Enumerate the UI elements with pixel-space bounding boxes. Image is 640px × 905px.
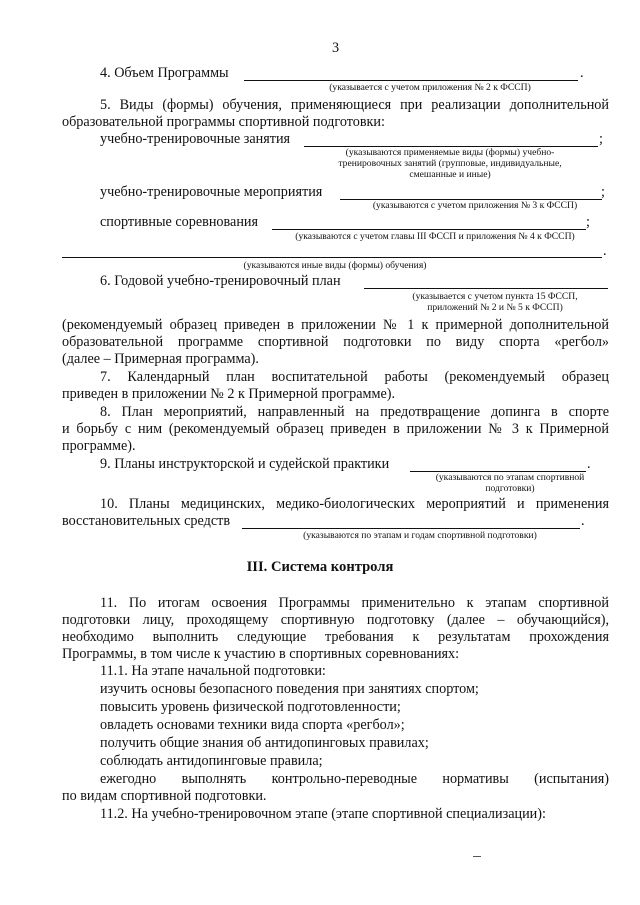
item-5b-note: (указываются с учетом приложения № 3 к ФССП) bbox=[372, 200, 578, 211]
item-5c-label: спортивные соревнования bbox=[100, 214, 259, 230]
item-5c-fill-line bbox=[272, 229, 586, 230]
item-10-note: (указываются по этапам и годам спортивной подготовки) bbox=[303, 530, 537, 541]
item-8-line-3: программе). bbox=[62, 438, 136, 454]
scan-mark bbox=[473, 856, 481, 857]
item-11-1-list-item: получить общие знания об антидопинговых правилах; bbox=[100, 735, 429, 751]
item-10-line-1: 10. Планы медицинских, медико-биологических мероприятий и применения bbox=[100, 496, 609, 512]
item-4-label: 4. Объем Программы bbox=[100, 65, 229, 81]
item-4-end: . bbox=[580, 65, 584, 81]
item-11-line-2: подготовки лицу, проходящему спортивную подготовку (далее – обучающийся), bbox=[62, 612, 609, 628]
item-10-fill-line bbox=[242, 528, 580, 529]
item-5a-end: ; bbox=[599, 131, 603, 147]
item-11-1-list-item: соблюдать антидопинговые правила; bbox=[100, 753, 323, 769]
item-5b-end: ; bbox=[601, 184, 605, 200]
item-5d-note: (указываются иные виды (формы) обучения) bbox=[243, 260, 427, 271]
item-11-1-last-line-2: по видам спортивной подготовки. bbox=[62, 788, 267, 804]
page-number: 3 bbox=[332, 40, 340, 56]
item-5c-note: (указываются с учетом главы III ФССП и приложения № 4 к ФССП) bbox=[295, 231, 575, 242]
item-5a-note-3: смешанные и иные) bbox=[409, 169, 491, 180]
item-8-line-2: и борьбу с ним (рекомендуемый образец приведен в приложении № 3 к Примерной bbox=[62, 421, 609, 437]
item-11-line-1: 11. По итогам освоения Программы применительно к этапам спортивной bbox=[100, 595, 609, 611]
item-7-line-2: приведен в приложении № 2 к Примерной программе). bbox=[62, 386, 396, 402]
item-9-end: . bbox=[587, 456, 591, 472]
item-5b-label: учебно-тренировочные мероприятия bbox=[100, 184, 323, 200]
item-10-label-2: восстановительных средств bbox=[62, 513, 231, 529]
item-6-note-1: (указывается с учетом пункта 15 ФССП, bbox=[412, 291, 578, 302]
item-9-label: 9. Планы инструкторской и судейской практики bbox=[100, 456, 390, 472]
item-5d-fill-line bbox=[62, 257, 602, 258]
item-11-1-list-item: изучить основы безопасного поведения при занятиях спортом; bbox=[100, 681, 479, 697]
item-6-line-4: (далее – Примерная программа). bbox=[62, 351, 259, 367]
item-11-1-title: 11.1. На этапе начальной подготовки: bbox=[100, 663, 326, 679]
item-6-fill-line bbox=[364, 288, 608, 289]
item-11-1-last-line-1: ежегодно выполнять контрольно-переводные нормативы (испытания) bbox=[100, 771, 609, 787]
item-6-note-2: приложений № 2 и № 5 к ФССП) bbox=[427, 302, 563, 313]
section-title: III. Система контроля bbox=[246, 559, 394, 575]
item-9-note-1: (указываются по этапам спортивной bbox=[435, 472, 585, 483]
item-11-2-title: 11.2. На учебно-тренировочном этапе (этапе спортивной специализации): bbox=[100, 806, 546, 822]
item-10-end: . bbox=[581, 513, 585, 529]
item-9-note-2: подготовки) bbox=[485, 483, 535, 494]
item-4-fill-line bbox=[244, 80, 578, 81]
item-11-1-list-item: овладеть основами техники вида спорта «регбол»; bbox=[100, 717, 405, 733]
item-4-note: (указывается с учетом приложения № 2 к ФССП) bbox=[329, 82, 531, 93]
item-11-line-4: Программы, в том числе к участию в спортивных соревнованиях: bbox=[62, 646, 460, 662]
item-5-line-1: 5. Виды (формы) обучения, применяющиеся при реализации дополнительной bbox=[100, 97, 609, 113]
item-11-line-3: необходимо выполнить следующие требования к результатам прохождения bbox=[62, 629, 609, 645]
item-5a-label: учебно-тренировочные занятия bbox=[100, 131, 291, 147]
item-5a-note-1: (указываются применяемые виды (формы) учебно- bbox=[345, 147, 555, 158]
item-5c-end: ; bbox=[586, 214, 590, 230]
item-6-label: 6. Годовой учебно-тренировочный план bbox=[100, 273, 341, 289]
item-11-1-list-item: повысить уровень физической подготовленности; bbox=[100, 699, 401, 715]
item-5a-note-2: тренировочных занятий (групповые, индивидуальные, bbox=[338, 158, 562, 169]
item-8-line-1: 8. План мероприятий, направленный на предотвращение допинга в спорте bbox=[100, 404, 609, 420]
item-5-line-2: образовательной программы спортивной подготовки: bbox=[62, 114, 385, 130]
item-7-line-1: 7. Календарный план воспитательной работы (рекомендуемый образец bbox=[100, 369, 609, 385]
item-6-line-2: (рекомендуемый образец приведен в приложении № 1 к примерной дополнительной bbox=[62, 317, 609, 333]
item-6-line-3: образовательной программе спортивной подготовки по виду спорта «регбол» bbox=[62, 334, 609, 350]
item-5d-end: . bbox=[603, 243, 607, 259]
